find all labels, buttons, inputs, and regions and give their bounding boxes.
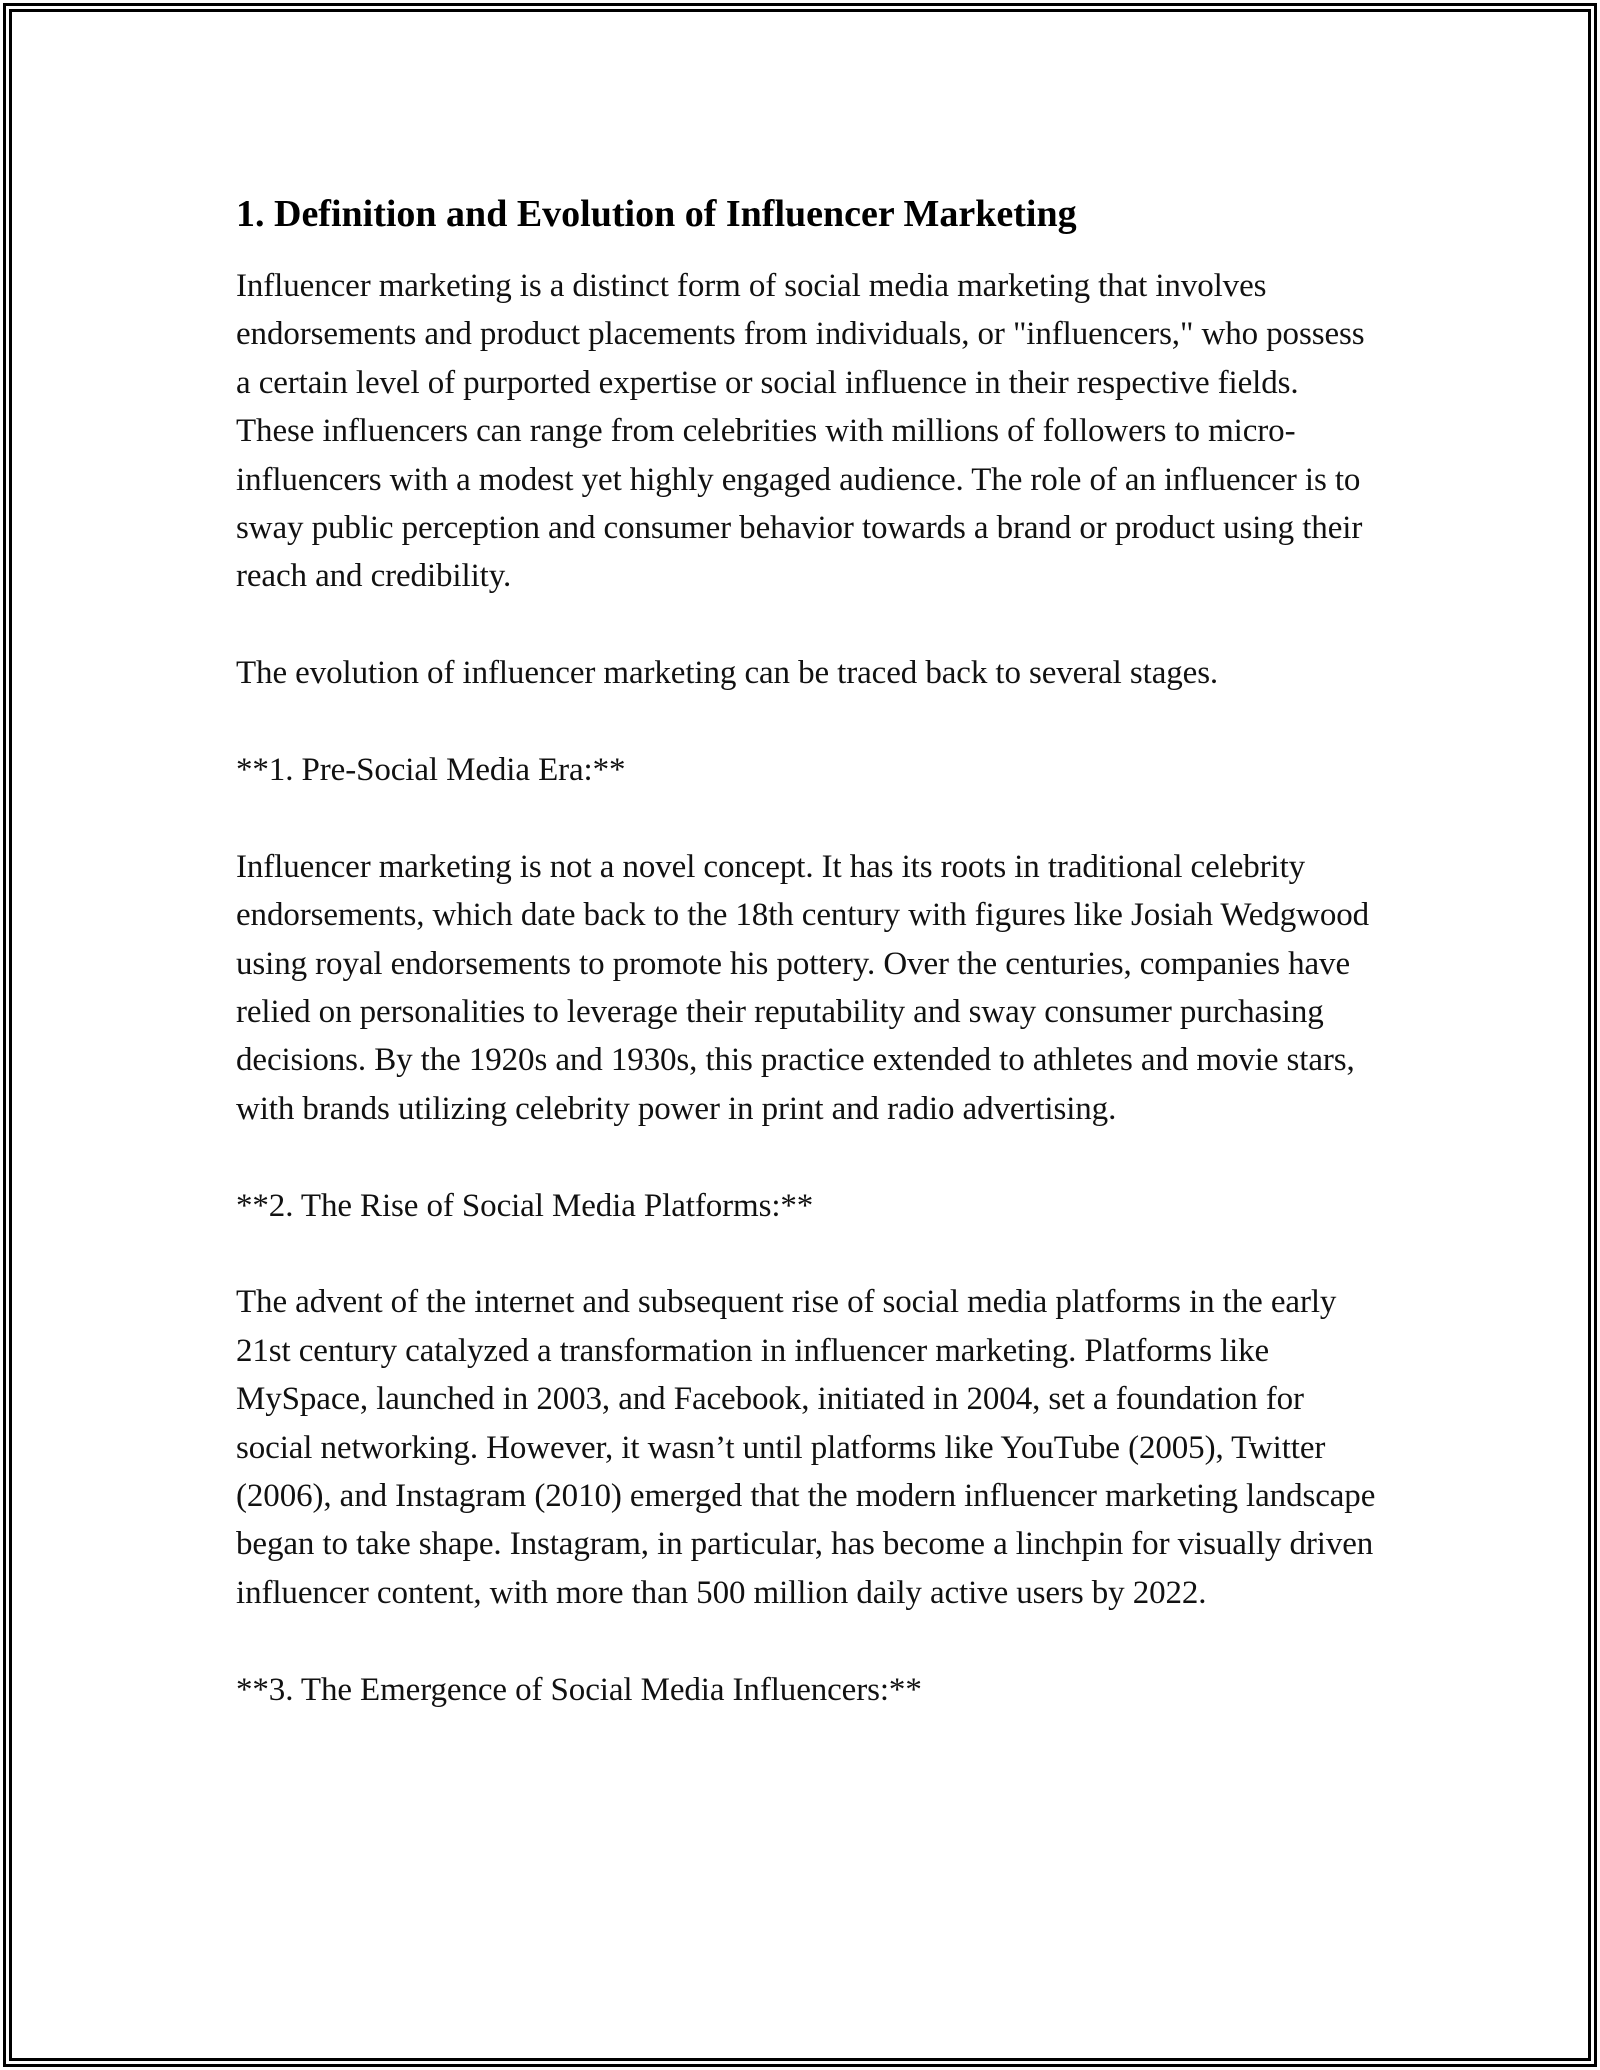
pre-social-media-paragraph: Influencer marketing is not a novel concept. It has its roots in traditional celebrity endorsements, which date back to the 18th century with figures like Josiah Wedgwood using royal endorsements to promote his pottery. Over the centuries, companies have relied on personalities to leverage their reputability and sway consumer purchasing decisions. By the 1920s and 1930s, this practice extended to athletes and movie stars, with brands utilizing celebrity power in print and radio advertising. [236, 848, 1370, 1127]
subheading-rise-of-social-media: **2. The Rise of Social Media Platforms:** [236, 1187, 814, 1224]
definition-paragraph: Influencer marketing is a distinct form of social media marketing that involves endorsements and product placements from individuals, or "influencers," who possess a certain level of purported expertise or social influence in their respective fields. These influencers can range from celebrities with millions of followers to micro-influencers with a modest yet highly engaged audience. The role of an influencer is to sway public perception and consumer behavior towards a brand or product using their reach and credibility. [236, 268, 1365, 595]
rise-of-social-media-paragraph: The advent of the internet and subsequent rise of social media platforms in the early 21st century catalyzed a transformation in influencer marketing. Platforms like MySpace, launched in 2003, and Facebook, initiated in 2004, set a foundation for social networking. However, it wasn’t until platforms like YouTube (2005), Twitter (2006), and Instagram (2010) emerged that the modern influencer marketing landscape began to take shape. Instagram, in particular, has become a linchpin for visually driven influencer content, with more than 500 million daily active users by 2022. [236, 1284, 1376, 1611]
subheading-pre-social-media: **1. Pre-Social Media Era:** [236, 752, 626, 789]
evolution-intro-paragraph: The evolution of influencer marketing can be traced back to several stages. [236, 655, 1219, 692]
section-heading: 1. Definition and Evolution of Influencer Marketing [236, 193, 1077, 235]
document-body [236, 190, 1376, 1714]
subheading-emergence-of-influencers: **3. The Emergence of Social Media Influencers:** [236, 1671, 922, 1708]
